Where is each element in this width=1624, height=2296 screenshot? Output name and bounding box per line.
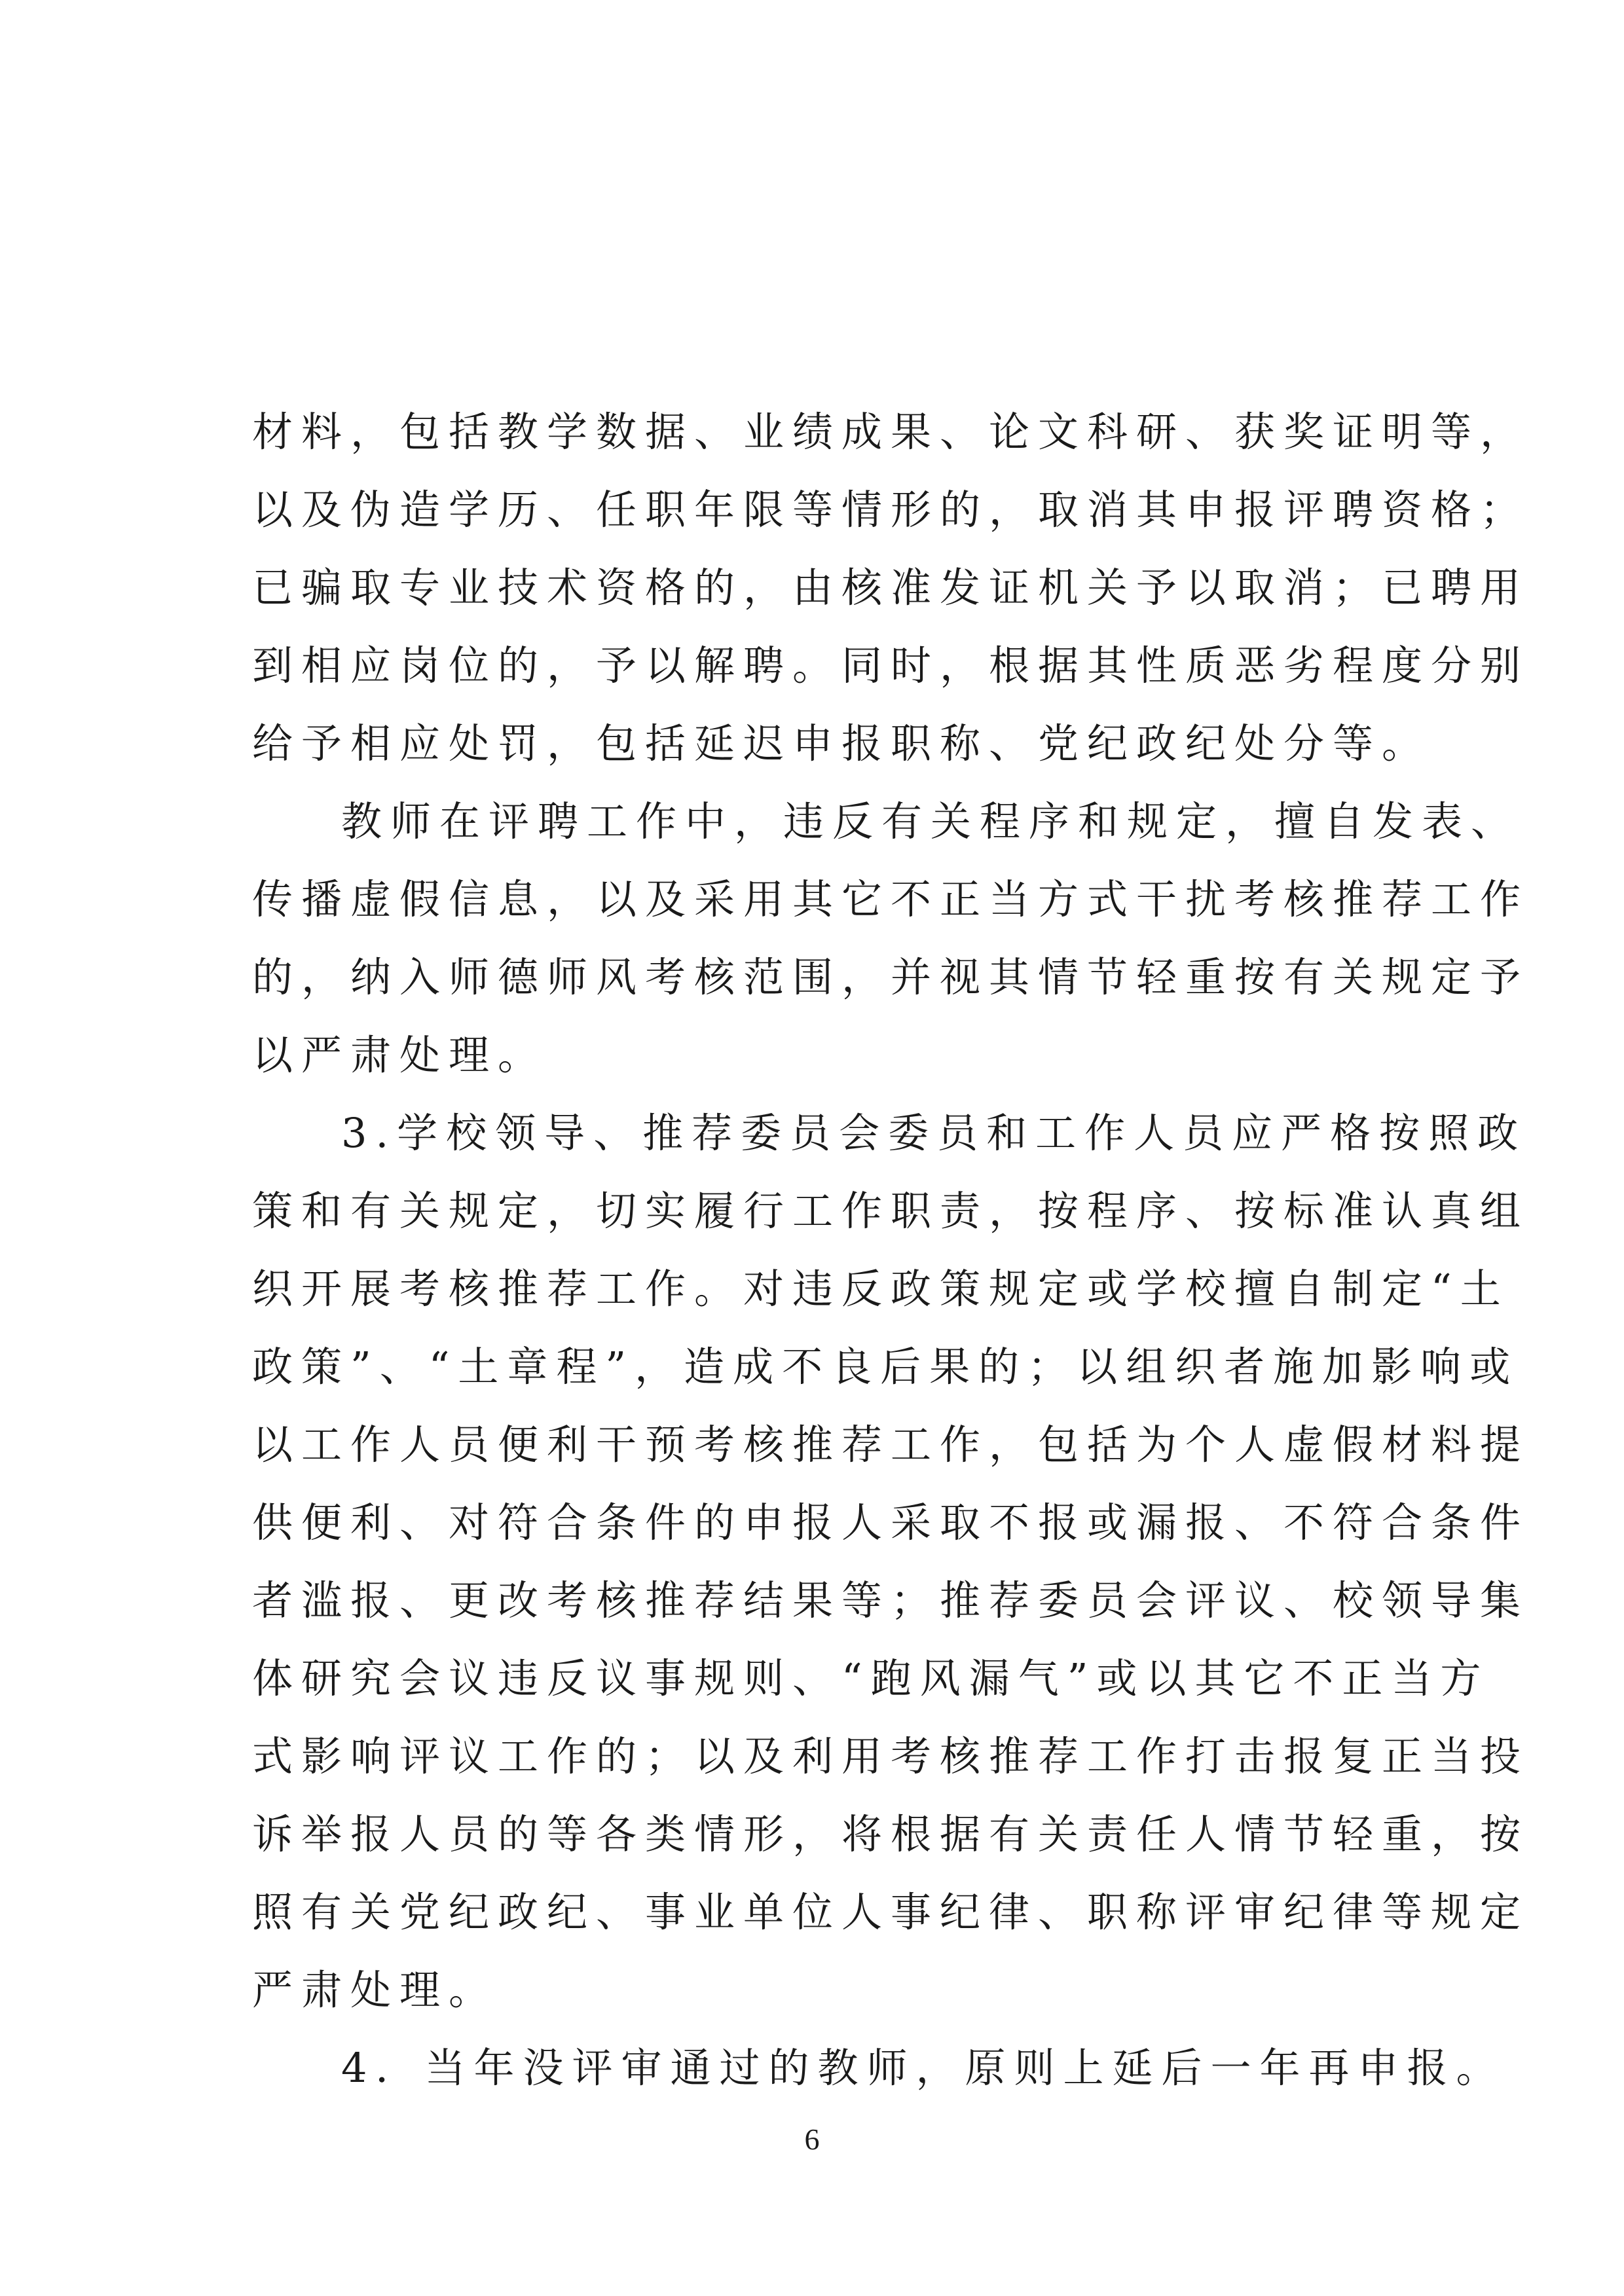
text-line: 织开展考核推荐工作。对违反政策规定或学校擅自制定“土 [252, 1265, 1509, 1313]
body-text [252, 393, 1530, 2107]
text-line: 的，纳入师德师风考核范围，并视其情节轻重按有关规定予 [252, 953, 1530, 1001]
text-line: 以及伪造学历、任职年限等情形的，取消其申报评聘资格； [252, 486, 1530, 534]
text-line: 体研究会议违反议事规则、“跑风漏气”或以其它不正当方 [252, 1654, 1490, 1702]
text-line: 策和有关规定，切实履行工作职责，按程序、按标准认真组 [252, 1187, 1530, 1235]
text-line: 以工作人员便利干预考核推荐工作，包括为个人虚假材料提 [252, 1421, 1530, 1468]
text-line: 以严肃处理。 [252, 1031, 547, 1079]
text-line: 传播虚假信息，以及采用其它不正当方式干扰考核推荐工作 [252, 875, 1530, 923]
text-line: 照有关党纪政纪、事业单位人事纪律、职称评审纪律等规定 [252, 1888, 1530, 1936]
text-line: 政策”、“土章程”，造成不良后果的；以组织者施加影响或 [252, 1343, 1519, 1391]
page-number: 6 [804, 2123, 820, 2156]
text-line: 诉举报人员的等各类情形，将根据有关责任人情节轻重，按 [252, 1810, 1530, 1858]
text-line: 式影响评议工作的；以及利用考核推荐工作打击报复正当投 [252, 1732, 1530, 1780]
text-line: 供便利、对符合条件的申报人采取不报或漏报、不符合条件 [252, 1499, 1530, 1546]
text-line: 到相应岗位的，予以解聘。同时，根据其性质恶劣程度分别 [252, 642, 1530, 689]
text-line: 严肃处理。 [252, 1966, 498, 2014]
text-line: 给予相应处罚，包括延迟申报职称、党纪政纪处分等。 [252, 720, 1431, 767]
text-line: 材料，包括教学数据、业绩成果、论文科研、获奖证明等， [252, 408, 1530, 456]
text-line: 者滥报、更改考核推荐结果等；推荐委员会评议、校领导集 [252, 1576, 1530, 1624]
paragraph-start-line: 4．当年没评审通过的教师，原则上延后一年再申报。 [341, 2044, 1505, 2092]
paragraph-start-line: 3.学校领导、推荐委员会委员和工作人员应严格按照政 [341, 1109, 1527, 1157]
paragraph-start-line: 教师在评聘工作中，违反有关程序和规定，擅自发表、 [341, 797, 1521, 845]
text-line: 已骗取专业技术资格的，由核准发证机关予以取消；已聘用 [252, 564, 1530, 611]
